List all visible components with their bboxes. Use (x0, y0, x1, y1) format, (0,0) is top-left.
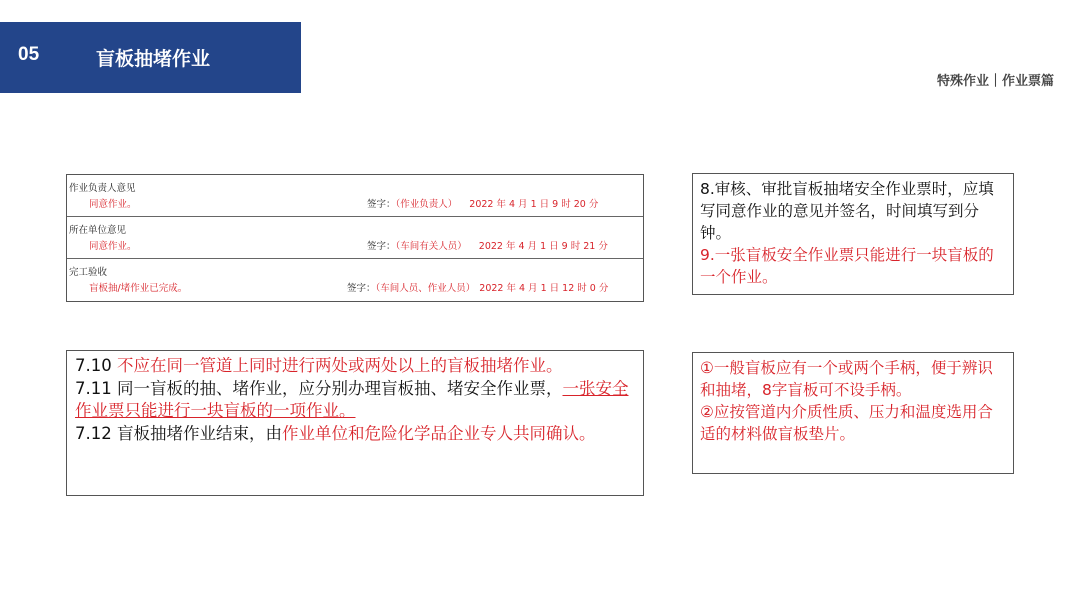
row-label: 完工验收 (69, 267, 108, 278)
sign-label: 签字： (347, 283, 376, 294)
rule-7-12 (75, 423, 635, 446)
table-row (67, 217, 643, 259)
rule-7-10 (75, 355, 635, 378)
row-value: 盲板抽/堵作业已完成。 (89, 283, 188, 294)
row-label: 作业负责人意见 (69, 183, 136, 194)
row-signature (347, 280, 608, 294)
rule-highlight: 一张安全作业票只能进行一块盲板的一项作业。 (75, 378, 629, 420)
sign-label: 签字： (367, 199, 396, 210)
rule-7-11 (75, 378, 635, 423)
rule-number: 7.10 (75, 356, 117, 375)
row-value: 同意作业。 (89, 199, 137, 210)
rule-text: 同一盲板的抽、堵作业，应分别办理盲板抽、堵安全作业票， (116, 378, 563, 398)
note-single-ticket-text: 9.一张盲板安全作业票只能进行一块盲板的一个作业。 (700, 246, 994, 286)
tip-gasket: ②应按管道内介质性质、压力和温度选用合适的材料做盲板垫片。 (700, 403, 993, 443)
section-number: 05 (18, 44, 40, 65)
signature-table (66, 174, 644, 302)
row-value: 同意作业。 (89, 241, 137, 252)
tip-handle: ①一般盲板应有一个或两个手柄，便于辨识和抽堵，8字盲板可不设手柄。 (700, 359, 993, 399)
rule-number: 7.12 (75, 423, 117, 443)
sign-label: 签字： (367, 241, 396, 252)
table-row (67, 175, 643, 217)
approval-note (692, 173, 1014, 295)
section-banner (0, 22, 301, 93)
row-label: 所在单位意见 (69, 225, 127, 236)
rules-box (66, 350, 644, 496)
sign-date: 2022 年 4 月 1 日 9 时 20 分 (469, 199, 599, 210)
note-approval-text: 8.审核、审批盲板抽堵安全作业票时，应填写同意作业的意见并签名，时间填写到分钟。 (700, 180, 994, 242)
signer: （车间有关人员） (395, 241, 467, 252)
sign-date: 2022 年 4 月 1 日 12 时 0 分 (479, 283, 609, 294)
page-subtitle: 特殊作业｜作业票篇 (936, 74, 1054, 89)
rule-highlight: 作业单位和危险化学品企业专人共同确认。 (281, 423, 596, 443)
rule-number: 7.11 (75, 378, 117, 398)
rule-text: 盲板抽堵作业结束，由 (116, 423, 282, 443)
rule-text: 不应在同一管道上同时进行两处或两处以上的盲板抽堵作业。 (116, 356, 563, 375)
signer: （作业负责人） (395, 199, 458, 210)
row-signature (367, 196, 598, 210)
row-signature (367, 238, 608, 252)
tips-box (692, 352, 1014, 474)
signer: （车间人员、作业人员） (375, 283, 476, 294)
table-row (67, 259, 643, 301)
sign-date: 2022 年 4 月 1 日 9 时 21 分 (478, 241, 608, 252)
section-title: 盲板抽堵作业 (96, 48, 211, 70)
